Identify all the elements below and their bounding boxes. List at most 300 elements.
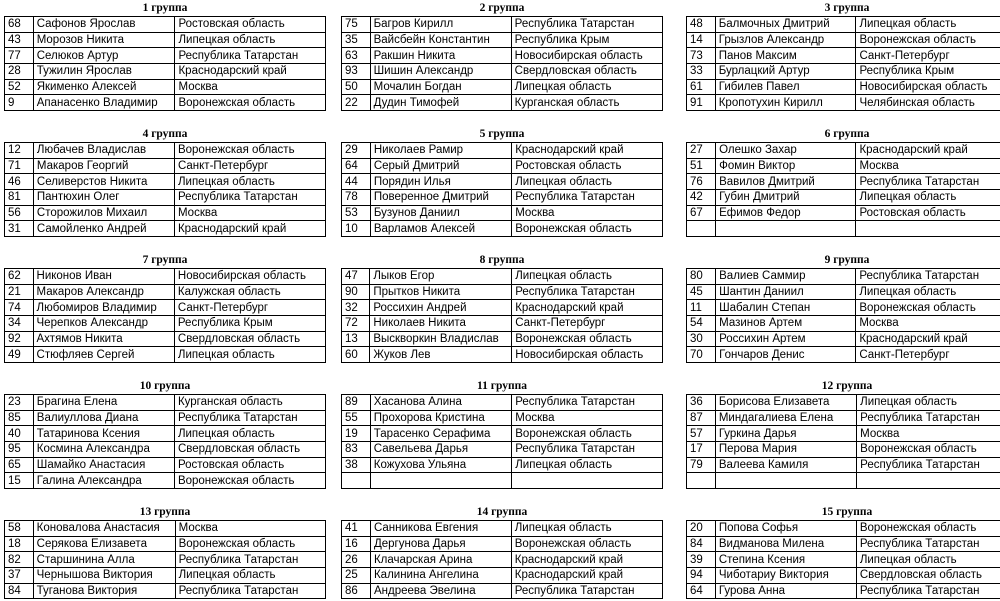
group-table	[4, 268, 326, 363]
participant-name: Савельева Дарья	[370, 442, 511, 458]
group-table	[686, 394, 1000, 489]
table-row	[687, 64, 1000, 80]
table-row	[342, 395, 663, 411]
table-row	[5, 48, 326, 64]
participant-name: Поверенное Дмитрий	[370, 190, 511, 206]
participant-name: Жуков Лев	[370, 347, 512, 363]
participant-number: 64	[342, 158, 371, 174]
participant-name: Панов Максим	[715, 48, 856, 64]
participant-name: Багров Кирилл	[370, 17, 511, 33]
participant-region: Свердловская область	[511, 64, 662, 80]
participant-number: 30	[687, 331, 716, 347]
group-title: 9 группа	[824, 254, 870, 266]
participant-number: 18	[5, 536, 34, 552]
participant-region: Курганская область	[511, 95, 662, 111]
table-row	[5, 79, 326, 95]
group-block	[686, 379, 1000, 489]
participant-number: 41	[342, 521, 371, 537]
participant-region: Краснодарский край	[511, 552, 662, 568]
participant-number: 61	[687, 79, 716, 95]
participant-region: Москва	[512, 205, 663, 221]
participant-name: Россихин Андрей	[370, 300, 512, 316]
table-row	[5, 316, 326, 332]
participant-region: Республика Татарстан	[175, 552, 325, 568]
participant-region: Воронежская область	[175, 536, 325, 552]
participant-region: Свердловская область	[174, 331, 325, 347]
table-row	[342, 410, 663, 426]
table-row	[342, 32, 663, 48]
table-row	[687, 583, 1000, 599]
participant-number: 73	[687, 48, 716, 64]
group-table	[4, 394, 326, 489]
participant-number: 40	[5, 426, 34, 442]
table-row	[342, 442, 663, 458]
participant-name: Кропотухин Кирилл	[715, 95, 856, 111]
group-title: 14 группа	[476, 506, 528, 518]
participant-number: 60	[342, 347, 370, 363]
participant-name: Россихин Артем	[716, 331, 856, 347]
participant-number: 85	[5, 410, 34, 426]
group-table	[686, 520, 1000, 599]
participant-number: 25	[342, 568, 371, 584]
group-table	[4, 520, 326, 599]
table-row	[5, 205, 326, 221]
table-row	[687, 521, 1000, 537]
participant-region: Республика Татарстан	[174, 410, 325, 426]
table-row	[5, 426, 326, 442]
participant-region: Липецкая область	[512, 269, 663, 285]
table-row	[5, 347, 326, 363]
participant-number: 94	[687, 568, 716, 584]
table-row	[687, 205, 1000, 221]
participant-region: Липецкая область	[511, 521, 662, 537]
table-row	[342, 473, 663, 489]
participant-region: Краснодарский край	[512, 300, 663, 316]
participant-number: 36	[687, 395, 716, 411]
participant-region: Воронежская область	[175, 95, 326, 111]
participant-region: Воронежская область	[512, 426, 663, 442]
participant-number: 56	[5, 205, 34, 221]
participant-name: Сафонов Ярослав	[33, 17, 175, 33]
participant-region: Краснодарский край	[856, 143, 1000, 159]
participant-region: Республика Татарстан	[512, 442, 663, 458]
participant-region: Воронежская область	[174, 143, 325, 159]
participant-name: Бузунов Даниил	[370, 205, 511, 221]
table-row	[5, 552, 326, 568]
participant-name: Николаев Рамир	[370, 143, 511, 159]
participant-region: Москва	[175, 79, 326, 95]
table-row	[687, 48, 1000, 64]
participant-number: 86	[342, 583, 371, 599]
participant-number	[687, 221, 716, 237]
table-row	[687, 410, 1000, 426]
participant-region: Воронежская область	[512, 221, 663, 237]
table-row	[5, 583, 326, 599]
participant-number	[687, 473, 716, 489]
participant-region: Ростовская область	[856, 205, 1000, 221]
table-row	[342, 568, 663, 584]
participant-number: 63	[342, 48, 371, 64]
participant-region: Калужская область	[174, 284, 325, 300]
table-row	[687, 79, 1000, 95]
participant-number: 82	[5, 552, 34, 568]
table-row	[5, 95, 326, 111]
group-block	[4, 127, 326, 237]
participant-number: 80	[687, 269, 716, 285]
participant-region: Республика Татарстан	[512, 190, 663, 206]
table-row	[687, 221, 1000, 237]
participant-name: Серый Дмитрий	[370, 158, 511, 174]
participant-name: Морозов Никита	[33, 32, 175, 48]
table-row	[687, 32, 1000, 48]
group-block	[4, 379, 326, 489]
participant-region: Санкт-Петербург	[174, 300, 325, 316]
participant-number: 78	[342, 190, 371, 206]
participant-name: Ахтямов Никита	[33, 331, 174, 347]
participant-name: Брагина Елена	[33, 395, 174, 411]
participant-name: Чиботариу Виктория	[715, 568, 856, 584]
table-row	[687, 158, 1000, 174]
table-row	[342, 17, 663, 33]
participant-number: 22	[342, 95, 371, 111]
table-row	[687, 568, 1000, 584]
participant-name: Макаров Александр	[33, 284, 174, 300]
participant-number: 44	[342, 174, 371, 190]
participant-name: Татаринова Ксения	[33, 426, 174, 442]
table-row	[687, 536, 1000, 552]
group-block	[341, 253, 663, 363]
participant-region: Воронежская область	[857, 442, 1000, 458]
participant-region: Челябинская область	[856, 95, 1000, 111]
participant-region	[512, 473, 663, 489]
table-row	[342, 284, 663, 300]
table-row	[342, 300, 663, 316]
table-row	[687, 95, 1000, 111]
table-row	[342, 426, 663, 442]
table-row	[5, 190, 326, 206]
group-table	[341, 142, 663, 237]
group-table	[4, 16, 326, 111]
participant-region: Воронежская область	[856, 521, 1000, 537]
table-row	[342, 221, 663, 237]
participant-region: Краснодарский край	[512, 143, 663, 159]
table-row	[5, 64, 326, 80]
participant-number: 53	[342, 205, 371, 221]
participant-number: 91	[687, 95, 716, 111]
participant-number: 50	[342, 79, 371, 95]
participant-number: 75	[342, 17, 371, 33]
participant-name: Любачев Владислав	[33, 143, 174, 159]
participant-name: Ракшин Никита	[370, 48, 511, 64]
table-row	[342, 64, 663, 80]
group-table	[686, 268, 1000, 363]
participant-number: 39	[687, 552, 716, 568]
group-table	[341, 394, 663, 489]
participant-name: Макаров Георгий	[33, 158, 174, 174]
group-title: 8 группа	[479, 254, 525, 266]
table-row	[687, 284, 1000, 300]
table-row	[687, 442, 1000, 458]
group-block	[686, 253, 1000, 363]
table-row	[687, 269, 1000, 285]
participant-number: 71	[5, 158, 34, 174]
table-row	[342, 79, 663, 95]
table-row	[687, 331, 1000, 347]
participant-number: 12	[5, 143, 34, 159]
group-block	[686, 1, 1000, 111]
participant-name: Прохорова Кристина	[370, 410, 511, 426]
participant-name: Шабалин Степан	[716, 300, 856, 316]
participant-name: Туганова Виктория	[33, 583, 175, 599]
participant-region: Республика Татарстан	[174, 190, 325, 206]
participant-name: Андреева Эвелина	[370, 583, 511, 599]
participant-name: Дудин Тимофей	[370, 95, 511, 111]
group-title: 13 группа	[139, 506, 191, 518]
participant-name: Валиуллова Диана	[33, 410, 174, 426]
participant-region: Ростовская область	[175, 17, 326, 33]
participant-number: 70	[687, 347, 716, 363]
participant-region: Липецкая область	[174, 174, 325, 190]
participant-name: Селюков Артур	[33, 48, 175, 64]
group-title: 6 группа	[824, 128, 870, 140]
table-row	[342, 95, 663, 111]
participant-name: Гончаров Денис	[716, 347, 856, 363]
participant-name: Выскворкин Владислав	[370, 331, 512, 347]
table-row	[687, 17, 1000, 33]
participant-name: Грызлов Александр	[715, 32, 856, 48]
participant-number: 35	[342, 32, 371, 48]
participant-name: Николаев Никита	[370, 316, 512, 332]
participant-number: 45	[687, 284, 716, 300]
group-block	[686, 127, 1000, 237]
participant-region: Республика Татарстан	[856, 174, 1000, 190]
participant-name: Борисова Елизавета	[715, 395, 856, 411]
group-block	[4, 505, 326, 599]
participant-region: Липецкая область	[856, 17, 1000, 33]
participant-number: 29	[342, 143, 371, 159]
table-row	[5, 32, 326, 48]
table-row	[342, 174, 663, 190]
participant-region: Республика Татарстан	[175, 583, 325, 599]
participant-number: 26	[342, 552, 371, 568]
participant-region: Липецкая область	[175, 32, 326, 48]
participant-number: 28	[5, 64, 34, 80]
participant-region: Воронежская область	[511, 536, 662, 552]
participant-region: Воронежская область	[512, 331, 663, 347]
participant-region: Москва	[175, 521, 325, 537]
participant-number: 55	[342, 410, 371, 426]
table-row	[5, 143, 326, 159]
participant-number: 46	[5, 174, 34, 190]
participant-name: Дергунова Дарья	[370, 536, 511, 552]
group-table	[686, 142, 1000, 237]
participant-name: Черепков Александр	[33, 316, 174, 332]
participant-region: Липецкая область	[174, 426, 325, 442]
table-row	[342, 48, 663, 64]
participant-region: Липецкая область	[857, 395, 1000, 411]
table-row	[687, 300, 1000, 316]
table-row	[342, 347, 663, 363]
table-row	[5, 442, 326, 458]
participant-name: Калинина Ангелина	[370, 568, 511, 584]
participant-region: Республика Татарстан	[856, 536, 1000, 552]
participant-region: Москва	[856, 316, 1000, 332]
table-row	[5, 473, 326, 489]
participant-region: Липецкая область	[856, 284, 1000, 300]
participant-name: Вавилов Дмитрий	[716, 174, 856, 190]
participant-number: 47	[342, 269, 370, 285]
participant-name: Гуркина Дарья	[715, 426, 856, 442]
group-block	[341, 127, 663, 237]
participant-number: 74	[5, 300, 34, 316]
participant-region: Москва	[857, 426, 1000, 442]
participant-number: 64	[687, 583, 716, 599]
participant-number: 9	[5, 95, 34, 111]
group-block	[341, 1, 663, 111]
group-table	[341, 520, 663, 599]
participant-number	[342, 473, 371, 489]
participant-name: Шамайко Анастасия	[33, 457, 174, 473]
participant-number: 38	[342, 457, 371, 473]
participant-region: Республика Татарстан	[856, 269, 1000, 285]
participant-name: Прытков Никита	[370, 284, 512, 300]
participant-name: Мазинов Артем	[716, 316, 856, 332]
participant-region: Москва	[174, 205, 325, 221]
table-row	[342, 143, 663, 159]
group-title: 2 группа	[479, 2, 525, 14]
participant-number: 89	[342, 395, 371, 411]
table-row	[342, 583, 663, 599]
participant-region: Свердловская область	[856, 568, 1000, 584]
participant-number: 16	[342, 536, 371, 552]
table-row	[5, 521, 326, 537]
table-row	[5, 221, 326, 237]
table-row	[342, 316, 663, 332]
participant-region: Липецкая область	[512, 457, 663, 473]
table-row	[5, 269, 326, 285]
participant-name: Лыков Егор	[370, 269, 512, 285]
participant-name: Миндагалиева Елена	[715, 410, 856, 426]
participant-region: Новосибирская область	[856, 79, 1000, 95]
participant-number: 57	[687, 426, 716, 442]
participant-region: Москва	[856, 158, 1000, 174]
table-row	[687, 552, 1000, 568]
participant-name: Селиверстов Никита	[33, 174, 174, 190]
participant-name: Гибилев Павел	[715, 79, 856, 95]
group-title: 12 группа	[821, 380, 873, 392]
group-block	[341, 379, 663, 489]
participant-region: Республика Татарстан	[857, 457, 1000, 473]
group-title: 10 группа	[139, 380, 191, 392]
participant-name: Фомин Виктор	[716, 158, 856, 174]
participant-region	[857, 473, 1000, 489]
participant-region: Республика Татарстан	[511, 583, 662, 599]
participant-number: 84	[5, 583, 34, 599]
group-title: 15 группа	[821, 506, 873, 518]
participant-name: Валеева Камиля	[715, 457, 856, 473]
table-row	[342, 205, 663, 221]
participant-number: 14	[687, 32, 716, 48]
participant-name: Самойленко Андрей	[33, 221, 174, 237]
participant-number: 32	[342, 300, 370, 316]
participant-number: 43	[5, 32, 34, 48]
participant-name: Перова Мария	[715, 442, 856, 458]
group-table	[341, 16, 663, 111]
participant-region: Липецкая область	[174, 347, 325, 363]
table-row	[5, 284, 326, 300]
group-title: 4 группа	[142, 128, 188, 140]
participant-region: Новосибирская область	[511, 48, 662, 64]
participant-number: 21	[5, 284, 34, 300]
participant-number: 17	[687, 442, 716, 458]
table-row	[5, 331, 326, 347]
participant-number: 83	[342, 442, 371, 458]
group-title: 7 группа	[142, 254, 188, 266]
participant-name: Валиев Саммир	[716, 269, 856, 285]
participant-region: Санкт-Петербург	[856, 48, 1000, 64]
table-row	[687, 143, 1000, 159]
participant-number: 92	[5, 331, 34, 347]
participant-name: Серякова Елизавета	[33, 536, 175, 552]
participant-name: Степина Ксения	[715, 552, 856, 568]
participant-region: Краснодарский край	[175, 64, 326, 80]
participant-number: 68	[5, 17, 34, 33]
participant-region: Республика Татарстан	[856, 583, 1000, 599]
group-title: 1 группа	[142, 2, 188, 14]
participant-name: Порядин Илья	[370, 174, 511, 190]
table-row	[687, 473, 1000, 489]
table-row	[342, 190, 663, 206]
participant-name: Ефимов Федор	[716, 205, 856, 221]
participant-number: 77	[5, 48, 34, 64]
participant-name: Тужилин Ярослав	[33, 64, 175, 80]
participant-name: Любомиров Владимир	[33, 300, 174, 316]
group-table	[341, 268, 663, 363]
group-block	[686, 505, 1000, 599]
group-block	[341, 505, 663, 599]
participant-region: Республика Татарстан	[512, 395, 663, 411]
participant-name: Космина Александра	[33, 442, 174, 458]
participant-name: Санникова Евгения	[370, 521, 511, 537]
participant-name: Чернышова Виктория	[33, 568, 175, 584]
participant-region: Воронежская область	[174, 473, 325, 489]
participant-number: 81	[5, 190, 34, 206]
participant-number: 65	[5, 457, 34, 473]
table-row	[342, 552, 663, 568]
participant-region: Республика Крым	[174, 316, 325, 332]
table-row	[5, 17, 326, 33]
participant-number: 37	[5, 568, 34, 584]
participant-name: Коновалова Анастасия	[33, 521, 175, 537]
participant-name: Губин Дмитрий	[716, 190, 856, 206]
participant-name: Варламов Алексей	[370, 221, 511, 237]
group-table	[4, 142, 326, 237]
participant-region: Новосибирская область	[512, 347, 663, 363]
participant-number: 67	[687, 205, 716, 221]
table-row	[687, 316, 1000, 332]
participant-name: Старшинина Алла	[33, 552, 175, 568]
participant-region: Москва	[512, 410, 663, 426]
participant-number: 62	[5, 269, 34, 285]
table-row	[687, 426, 1000, 442]
participant-region: Воронежская область	[856, 32, 1000, 48]
table-row	[5, 568, 326, 584]
participant-name: Попова Софья	[715, 521, 856, 537]
participant-number: 84	[687, 536, 716, 552]
table-row	[342, 536, 663, 552]
participant-name: Балмочных Дмитрий	[715, 17, 856, 33]
participant-number: 20	[687, 521, 716, 537]
